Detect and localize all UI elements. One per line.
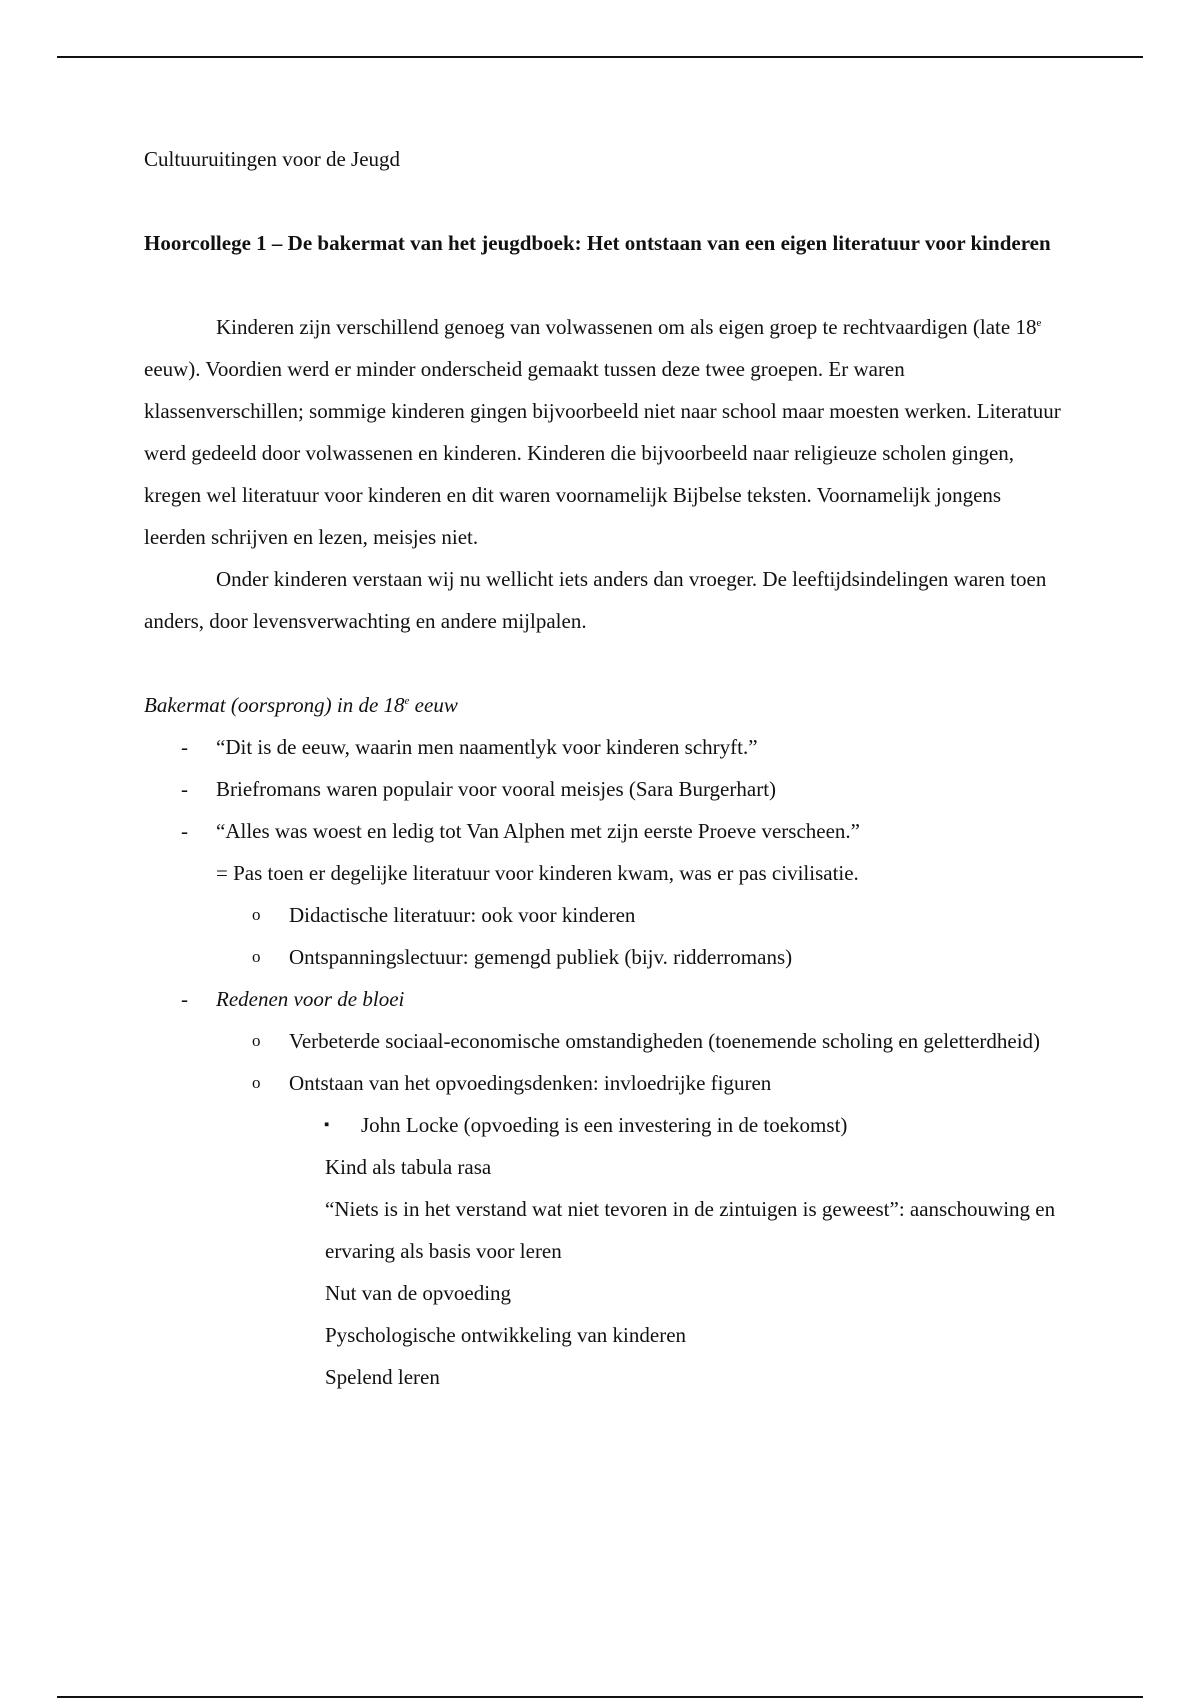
intro-paragraph <box>144 306 1064 558</box>
intro-superscript: e <box>1036 317 1042 329</box>
list-item <box>144 768 1064 810</box>
sub-list-item <box>144 1062 1064 1104</box>
second-paragraph: Onder kinderen verstaan wij nu wellicht iets anders dan vroeger. De leeftijdsindelingen waren toen anders, door levensverwachting en andere mijlpalen. <box>144 567 1047 633</box>
dash-marker: - <box>181 735 188 759</box>
list-item-text: “Alles was woest en ledig tot Van Alphen met zijn eerste Proeve verscheen.” <box>216 819 860 843</box>
figure-point: Nut van de opvoeding <box>325 1281 512 1305</box>
section-title-b: eeuw <box>409 693 458 717</box>
nested-list-item <box>144 1104 1064 1146</box>
figure-point: “Niets is in het verstand wat niet tevoren in de zintuigen is geweest”: aanschouwing en ervaring als basis voor leren <box>325 1197 1056 1263</box>
intro-text-a: Kinderen zijn verschillend genoeg van volwassenen om als eigen groep te rechtvaardigen (late 18 <box>216 315 1037 339</box>
header-rule <box>57 56 1143 58</box>
dash-marker: - <box>181 987 188 1011</box>
bullet-list <box>144 726 1064 1398</box>
sub-list-item-text: Didactische literatuur: ook voor kinderen <box>289 903 636 927</box>
sub-list-item-text: Verbeterde sociaal-economische omstandigheden (toenemende scholing en geletterdheid) <box>289 1029 1041 1053</box>
circle-marker: o <box>252 1073 261 1092</box>
list-item-text: “Dit is de eeuw, waarin men naamentlyk voor kinderen schryft.” <box>216 735 758 759</box>
reasons-label: Redenen voor de bloei <box>216 987 405 1011</box>
list-item <box>144 810 1064 852</box>
section-superscript: e <box>404 695 410 707</box>
section-title-a: Bakermat (oorsprong) in de 18 <box>144 693 405 717</box>
sub-list-item-text: Ontstaan van het opvoedingsdenken: invloedrijke figuren <box>289 1071 772 1095</box>
list-note: = Pas toen er degelijke literatuur voor kinderen kwam, was er pas civilisatie. <box>216 861 859 885</box>
sub-list-item <box>144 936 1064 978</box>
intro-text-b: eeuw). Voordien werd er minder onderscheid gemaakt tussen deze twee groepen. Er waren klassenverschillen; sommige kinderen gingen bijvoorbeeld niet naar school maar moesten werken. Literatuur werd gedeeld door volwassenen en kinderen. Kinderen die bijvoorbeeld naar religieuze scholen gingen, kregen wel literatuur voor kinderen en dit waren voornamelijk Bijbelse teksten. Voornamelijk jongens leerden schrijven en lezen, meisjes niet. <box>144 357 1061 549</box>
circle-marker: o <box>252 1031 261 1050</box>
figure-point: Spelend leren <box>325 1365 440 1389</box>
circle-marker: o <box>252 947 261 966</box>
dash-marker: - <box>181 777 188 801</box>
document-body <box>144 138 1064 1398</box>
sub-list-item <box>144 1020 1064 1062</box>
sub-list-item-text: Ontspanningslectuur: gemengd publiek (bijv. ridderromans) <box>289 945 793 969</box>
figure-point: Kind als tabula rasa <box>325 1155 492 1179</box>
section-title <box>144 684 1064 726</box>
sub-list-item <box>144 894 1064 936</box>
document-subject: Cultuuruitingen voor de Jeugd <box>144 147 401 171</box>
figure-name: John Locke (opvoeding is een investering in de toekomst) <box>361 1113 848 1137</box>
footer-rule <box>57 1696 1143 1698</box>
square-marker: ▪ <box>324 1117 330 1133</box>
lecture-heading: Hoorcollege 1 – De bakermat van het jeugdboek: Het ontstaan van een eigen literatuur voor kinderen <box>144 231 1051 255</box>
dash-marker: - <box>181 819 188 843</box>
circle-marker: o <box>252 905 261 924</box>
list-item <box>144 978 1064 1020</box>
list-item <box>144 726 1064 768</box>
figure-point: Pyschologische ontwikkeling van kinderen <box>325 1323 687 1347</box>
list-item-text: Briefromans waren populair voor vooral meisjes (Sara Burgerhart) <box>216 777 777 801</box>
